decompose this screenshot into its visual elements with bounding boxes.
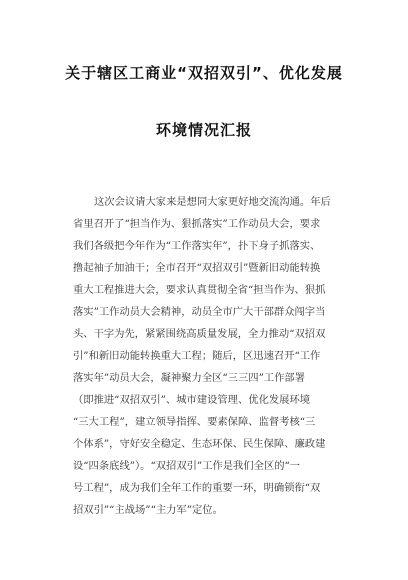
body-line: 引”和新旧动能转换重大工程；随后，区迅速召开“工作 [73,350,321,362]
body-line: 招双引”“主战场”“主力军”定位。 [73,504,223,516]
body-line: （即推进“双招双引”、城市建设管理、优化发展环境 [73,394,311,406]
body-line: 头、干字为先，紧紧围绕高质量发展，全力推动“双招双 [73,328,326,340]
body-line: 这次会议请大家来是想同大家更好地交流沟通。年后 [94,196,331,208]
document-body [73,191,353,521]
body-line: 我们各级把今年作为“工作落实年”，扑下身子抓落实、 [73,240,321,252]
body-line: 落实年”动员大会，凝神聚力全区“三三四”工作部署 [73,372,306,384]
body-line: 重大工程推进大会，要求认真贯彻全省“担当作为、狠抓 [73,284,326,296]
body-line: 撸起袖子加油干；全市召开“双招双引”暨新旧动能转换 [73,262,321,274]
body-line: “三大工程”，建立领导指挥、要素保障、监督考核“三 [73,416,316,428]
body-line: 省里召开了“担当作为、狠抓落实”工作动员大会，要求 [73,218,321,230]
body-line: 个体系”，守好安全稳定、生态环保、民生保障、廉政建 [73,438,326,450]
document-title-line-2: 环境情况汇报 [155,121,252,139]
body-line: 设“四条底线”）。“双招双引”工作是我们全区的“一 [73,460,301,472]
body-line: 落实”工作动员大会精神，动员全市广大干部群众闯字当 [73,306,326,318]
document-title-line-1: 关于辖区工商业“双招双引”、优化发展 [65,64,343,82]
body-line: 号工程”，成为我们全年工作的重要一环，明确锁衔“双 [73,482,321,494]
